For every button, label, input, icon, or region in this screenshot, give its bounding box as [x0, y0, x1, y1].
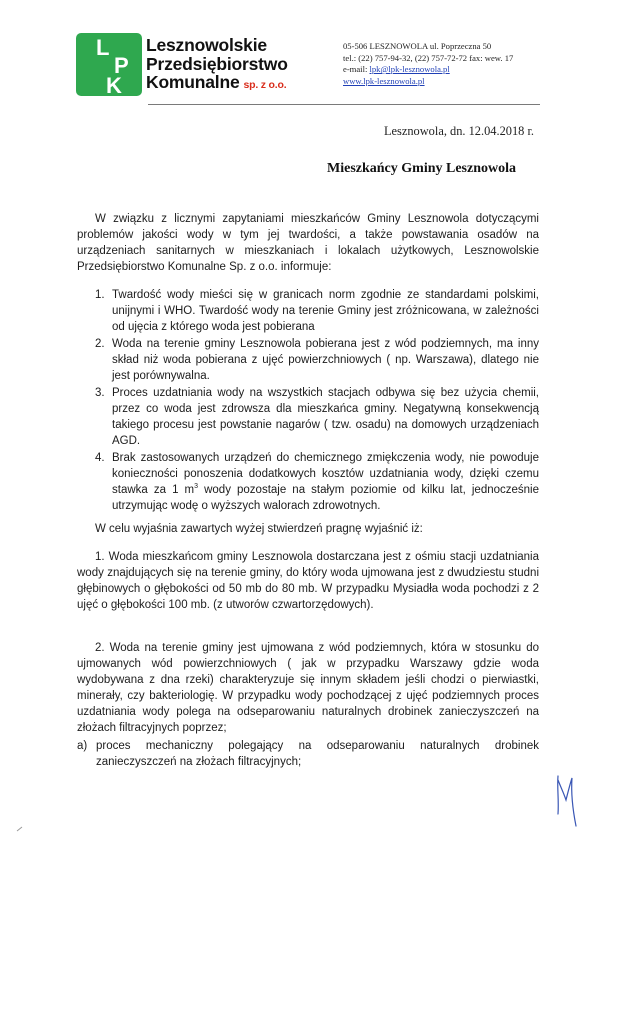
list-item [77, 450, 539, 514]
superscript-cubic: 3 [194, 483, 199, 491]
blank-area [0, 848, 622, 1024]
list-item-text: Woda na terenie gminy Lesznowola pobierana jest z wód podziemnych, ma inny skład niż woda pobierana z ujęć powierzchniowych ( np. Warszawa), dlatego nie jest porównywalna. [112, 338, 539, 382]
company-legal-form: sp. z o.o. [243, 79, 287, 91]
list-item-number: 4. [95, 452, 105, 464]
list-item [77, 336, 539, 384]
scan-speck [16, 826, 24, 832]
company-line-2: Przedsiębiorstwo [146, 53, 288, 74]
company-line-1: Lesznowolskie [146, 35, 267, 55]
intro-paragraph: W związku z licznymi zapytaniami mieszkańców Gminy Lesznowola dotyczącymi problemów jakości wody w tym jej twardości, a także powstawania osadów na urządzeniach sanitarnych w mieszkaniach i lokalach użytkowych, Lesznowolskie Przedsiębiorstwo Komunalne Sp. z o.o. informuje: [77, 213, 539, 273]
logo-letter-p: P [114, 53, 129, 78]
contact-address: 05-506 LESZNOWOLA ul. Poprzeczna 50 [343, 41, 492, 51]
company-line-3 [146, 73, 288, 95]
list-item [77, 385, 539, 449]
logo-letter-l: L [96, 35, 110, 60]
sub-point-a [77, 738, 539, 770]
explanation-paragraph-2: 2. Woda na terenie gminy jest ujmowana z wód podziemnych, która w stosunku do ujmowanych wód powierzchniowych ( jak w przypadku Warszawy gdzie woda wydobywana z dna rzeki) charakteryzuje się innym składem jeśli chodzi o pierwiastki, minerały, czy bakteriologię. W przypadku wody pochodzącej z ujęć podziemnych proces uzdatniania wody polega na odseparowaniu naturalnych drobinek zanieczyszczeń na złożach filtracyjnych poprzez; [77, 642, 539, 734]
contact-email-row [343, 64, 513, 76]
explanation-paragraph-1: 1. Woda mieszkańcom gminy Lesznowola dostarczana jest z ośmiu stacji uzdatniania wody znajdujących się na terenie gminy, do który woda ujmowana jest z dwudziestu studni głębinowych o głębokości od 50 mb do 80 mb. W przypadku Mysiadła woda pochodzi z 2 ujęć o głębokości 100 mb. (z utworów czwartorzędowych). [77, 551, 539, 611]
handwritten-initials [552, 770, 582, 830]
contact-website-link[interactable]: www.lpk-lesznowola.pl [343, 75, 425, 86]
company-line-3-text: Komunalne [146, 72, 240, 92]
contact-phones: tel.: (22) 757-94-32, (22) 757-72-72 fax: wew. 17 [343, 52, 514, 63]
list-item [77, 287, 539, 335]
company-name [146, 36, 288, 95]
lpk-logo [76, 33, 142, 96]
sub-point-text: proces mechaniczny polegający na odseparowaniu naturalnych drobinek zanieczyszczeń na złożach filtracyjnych; [96, 740, 539, 768]
points-list [77, 287, 539, 515]
recipient-heading: Mieszkańcy Gminy Lesznowola [327, 161, 516, 176]
list-item-number: 2. [95, 338, 105, 350]
list-item-number: 3. [95, 387, 105, 399]
sub-point-label: a) [77, 740, 88, 752]
list-item-text: Twardość wody mieści się w granicach norm zgodnie ze standardami polskimi, unijnymi i WHO. Twardość wody na terenie Gminy jest zróżnicowana, w zależności od ujęcia z którego woda jest pobierana [112, 289, 539, 333]
list-item-text: Proces uzdatniania wody na wszystkich stacjach odbywa się bez użycia chemii, przez co woda jest zdrowsza dla mieszkańca gminy. Negatywną konsekwencją takiego procesu jest powstanie nagarów ( tzw. osadu) na domowych urządzeniach AGD. [112, 387, 539, 447]
list-item-text-after: wody pozostaje na stałym poziomie od kilku lat, jednocześnie utrzymując wodę o wyższych walorach zdrowotnych. [112, 484, 540, 512]
list-item-text-before: Brak zastosowanych urządzeń do chemicznego zmiękczenia wody, nie powoduje konieczności ponoszenia dodatkowych kosztów uzdatniania wody, dzięki czemu stawka za 1 m [112, 452, 539, 496]
date-line: Lesznowola, dn. 12.04.2018 r. [383, 124, 534, 138]
contact-email-link[interactable]: lpk@lpk-lesznowola.pl [369, 64, 450, 74]
contact-email-label: e-mail: [343, 64, 368, 74]
transition-paragraph: W celu wyjaśnia zawartych wyżej stwierdzeń pragnę wyjaśnić iż: [95, 523, 423, 535]
letterhead-divider [148, 104, 540, 105]
contact-block [343, 41, 513, 87]
logo-letter-k: K [106, 73, 122, 96]
list-item-number: 1. [95, 289, 105, 301]
